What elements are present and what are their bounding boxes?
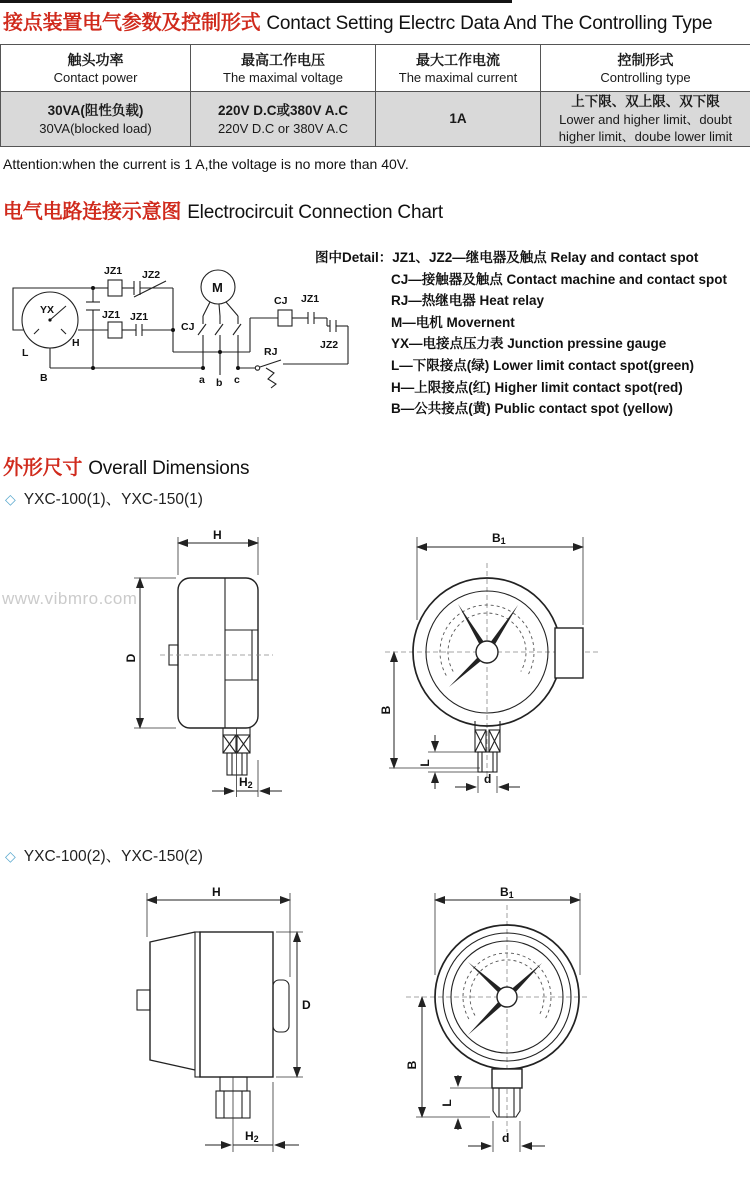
cell-max-current bbox=[376, 92, 541, 147]
dimension-d bbox=[455, 772, 520, 793]
dim-label-d: d bbox=[502, 1131, 510, 1145]
dimension-H bbox=[178, 528, 258, 575]
legend-line: B—公共接点(黄) Public contact spot (yellow) bbox=[391, 401, 674, 417]
gauge-body-outline bbox=[160, 578, 273, 728]
label-jz1-contact2: JZ1 bbox=[130, 311, 149, 323]
dim-label-B1: B1 bbox=[500, 885, 514, 900]
cell-en: Lower and higher limit、doubt higher limit、doube lower limit bbox=[558, 112, 733, 144]
header-contact-power bbox=[1, 45, 191, 92]
gauge-symbol bbox=[22, 292, 78, 348]
dim-label-L: L bbox=[440, 1099, 454, 1107]
watermark: www.vibmro.com bbox=[2, 589, 138, 608]
header-en: The maximal voltage bbox=[223, 69, 343, 85]
legend-line: RJ—热继电器 Heat relay bbox=[391, 293, 545, 309]
model-2-label: YXC-100(2)、YXC-150(2) bbox=[23, 848, 203, 865]
legend-line: M—电机 Movernent bbox=[391, 314, 515, 330]
dim-label-L: L bbox=[418, 759, 432, 767]
header-zh: 触头功率 bbox=[67, 51, 124, 68]
bottom-connector bbox=[475, 721, 500, 772]
cell-zh: 上下限、双上限、双下限 bbox=[571, 94, 720, 109]
section1-heading bbox=[3, 6, 712, 35]
cell-contact-power bbox=[1, 92, 191, 147]
junction-dots bbox=[91, 286, 240, 370]
dim-label-H: H bbox=[212, 885, 221, 899]
header-zh: 最高工作电压 bbox=[241, 51, 325, 68]
label-terminal-c: c bbox=[234, 374, 240, 386]
dimension-B bbox=[379, 652, 480, 768]
circuit-legend bbox=[315, 247, 750, 420]
diamond-bullet-icon: ◇ bbox=[5, 848, 16, 864]
dim-label-H2: H2 bbox=[245, 1129, 259, 1144]
label-jz1-coil2: JZ1 bbox=[102, 309, 121, 321]
circuit-diagram bbox=[0, 240, 360, 410]
dim-label-B: B bbox=[379, 705, 393, 715]
label-yx: YX bbox=[40, 304, 55, 316]
dimension-L bbox=[440, 1075, 492, 1130]
header-en: Contact power bbox=[53, 69, 138, 85]
dimension-B bbox=[405, 997, 490, 1117]
diamond-bullet-icon: ◇ bbox=[5, 491, 16, 507]
dim-label-D: D bbox=[124, 653, 138, 663]
section1-heading-zh: 接点装置电气参数及控制形式 bbox=[3, 12, 261, 34]
dim-label-H2: H2 bbox=[239, 775, 253, 790]
dimension-d bbox=[468, 1121, 545, 1152]
label-motor: M bbox=[212, 280, 223, 295]
cell-max-voltage bbox=[191, 92, 376, 147]
label-cj-contacts: CJ bbox=[181, 321, 195, 333]
label-jz1-right: JZ1 bbox=[301, 293, 320, 305]
figure1-front-view bbox=[379, 525, 685, 820]
electric-data-table bbox=[0, 44, 750, 147]
dimension-L bbox=[418, 735, 478, 789]
cell-zh: 220V D.C或380V A.C bbox=[217, 102, 349, 118]
section3-heading-zh: 外形尺寸 bbox=[3, 457, 83, 479]
figure1-side-view bbox=[110, 525, 350, 820]
figure2-front-view bbox=[390, 885, 700, 1202]
section2-heading bbox=[3, 195, 443, 224]
legend-line: YX—电接点压力表 Junction pressine gauge bbox=[391, 336, 667, 352]
label-h-terminal: H bbox=[72, 337, 80, 349]
label-rj: RJ bbox=[264, 346, 278, 358]
table-data-row bbox=[1, 92, 750, 147]
header-zh: 控制形式 bbox=[617, 51, 674, 68]
header-en: The maximal current bbox=[398, 69, 518, 85]
dim-label-D: D bbox=[302, 998, 311, 1012]
dim-label-B: B bbox=[405, 1060, 419, 1070]
label-terminal-a: a bbox=[199, 374, 205, 386]
label-jz1-top: JZ1 bbox=[104, 265, 123, 277]
label-cj-coil: CJ bbox=[274, 295, 288, 307]
legend-line: CJ—接触器及触点 Contact machine and contact spot bbox=[391, 271, 728, 287]
section3-heading-en: Overall Dimensions bbox=[88, 458, 250, 479]
header-controlling-type bbox=[541, 45, 750, 92]
model-1-label: YXC-100(1)、YXC-150(1) bbox=[23, 491, 203, 508]
section2-heading-zh: 电气电路连接示意图 bbox=[3, 201, 182, 223]
dim-label-H: H bbox=[213, 528, 222, 542]
section2-heading-en: Electrocircuit Connection Chart bbox=[187, 202, 443, 223]
label-l-terminal: L bbox=[22, 347, 29, 359]
dimension-H2 bbox=[205, 1082, 299, 1152]
dimension-B1 bbox=[435, 885, 580, 975]
table-header-row bbox=[1, 45, 750, 92]
label-jz2-top: JZ2 bbox=[142, 269, 161, 281]
header-zh: 最大工作电流 bbox=[416, 51, 500, 68]
dim-label-B1: B1 bbox=[492, 531, 506, 546]
page-top-edge bbox=[0, 0, 512, 3]
cell-controlling-type bbox=[541, 92, 750, 147]
section1-heading-en: Contact Setting Electrc Data And The Controlling Type bbox=[266, 13, 713, 34]
cell-en: 30VA(blocked load) bbox=[39, 120, 152, 136]
cell-en: 220V D.C or 380V A.C bbox=[217, 120, 349, 136]
dimension-D bbox=[276, 932, 311, 1077]
legend-lead: 图中Detail： bbox=[315, 250, 393, 265]
cell-zh: 30VA(阻性负载) bbox=[47, 102, 144, 118]
dimension-H bbox=[147, 885, 290, 977]
header-en: Controlling type bbox=[600, 69, 691, 85]
label-terminal-b: b bbox=[216, 377, 223, 389]
legend-item: JZ1、JZ2—继电器及触点 Relay and contact spot bbox=[392, 250, 699, 265]
legend-line: H—上限接点(红) Higher limit contact spot(red) bbox=[391, 379, 683, 395]
header-max-current bbox=[376, 45, 541, 92]
figure2-side-view bbox=[100, 885, 360, 1200]
model-line-1 bbox=[5, 487, 203, 509]
header-max-voltage bbox=[191, 45, 376, 92]
heat-relay-symbol bbox=[238, 360, 281, 388]
legend-line: L—下限接点(绿) Lower limit contact spot(green) bbox=[391, 357, 695, 373]
gauge-dial bbox=[406, 905, 590, 1132]
model-line-2 bbox=[5, 844, 203, 866]
dim-label-d: d bbox=[484, 772, 492, 786]
gauge-body-outline bbox=[137, 932, 289, 1077]
attention-note: Attention:when the current is 1 A,the voltage is no more than 40V. bbox=[3, 156, 409, 172]
label-jz2-right: JZ2 bbox=[320, 339, 339, 351]
legend-line bbox=[315, 247, 750, 269]
label-b-terminal: B bbox=[40, 372, 48, 384]
cell-zh: 1A bbox=[449, 111, 467, 126]
section3-heading bbox=[3, 451, 249, 480]
